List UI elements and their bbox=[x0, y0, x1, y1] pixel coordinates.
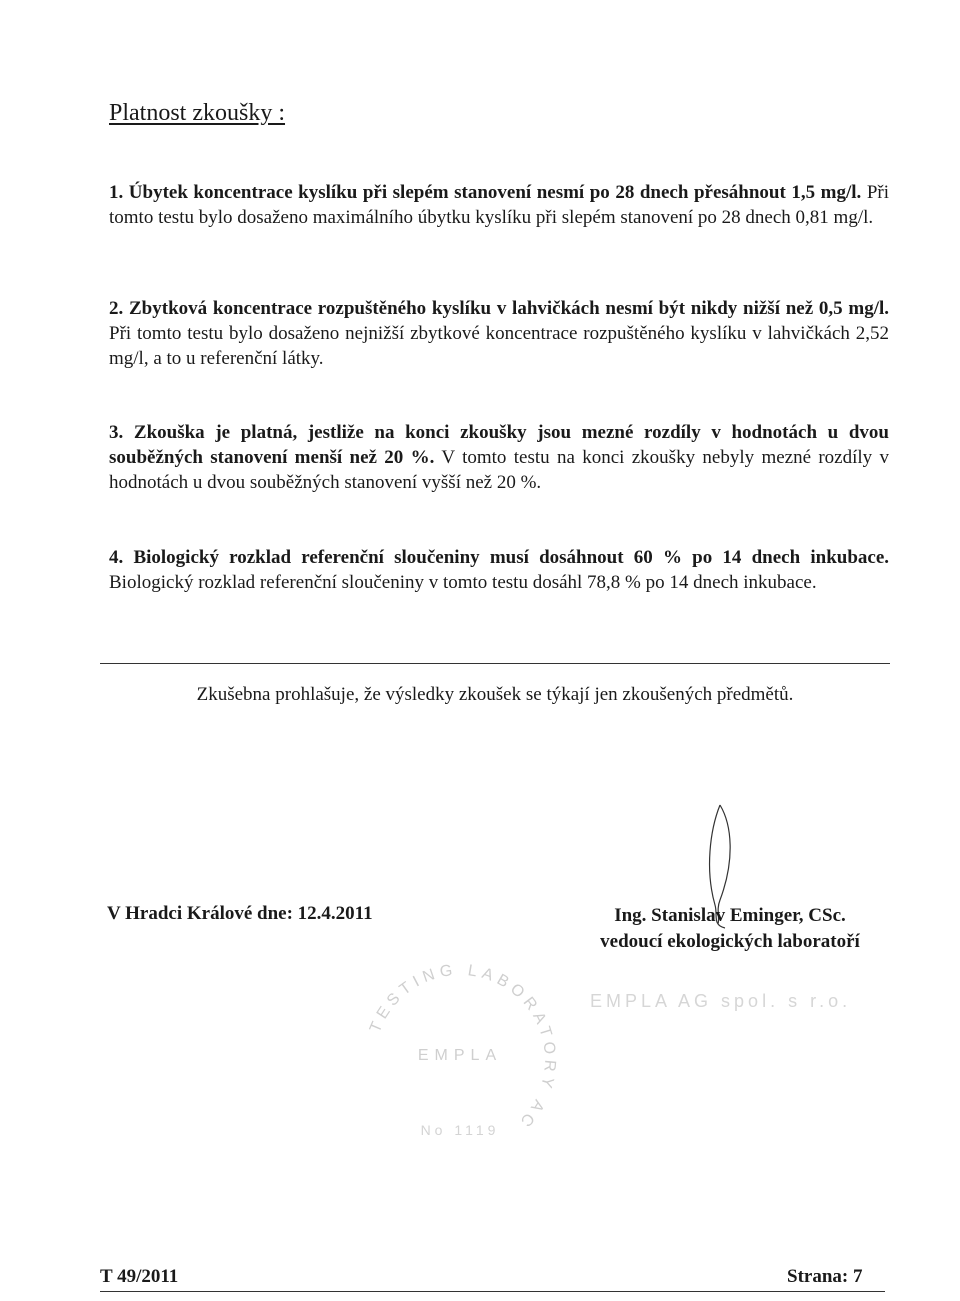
document-id: T 49/2011 bbox=[100, 1266, 179, 1287]
page-number: Strana: 7 bbox=[787, 1266, 863, 1287]
item-requirement: Zbytková koncentrace rozpuštěného kyslíku v lahvičkách nesmí být nikdy nižší než 0,5 mg/l. bbox=[129, 298, 890, 319]
item-result: Biologický rozklad referenční sloučeniny v tomto testu dosáhl 78,8 % po 14 dnech inkubace. bbox=[109, 572, 817, 593]
item-requirement: Zkouška je platná, jestliže na konci zkoušky jsou mezné rozdíly v hodnotách u dvou souběžných stanovení menší než 20 %. bbox=[109, 422, 889, 468]
item-requirement: Biologický rozklad referenční sloučeniny musí dosáhnout 60 % po 14 dnech inkubace. bbox=[133, 547, 890, 568]
company-stamp bbox=[580, 985, 852, 1015]
item-result: V tomto testu na konci zkoušky nebyly mezné rozdíly v hodnotách u dvou souběžných stanovení vyšší než 20 %. bbox=[109, 447, 889, 493]
item-result: Při tomto testu bylo dosaženo maximálního úbytku kyslíku při slepém stanovení po 28 dnech 0,81 mg/l. bbox=[109, 182, 889, 228]
stamp-number-text: No 1119 bbox=[420, 1122, 500, 1138]
validity-item-2 bbox=[109, 296, 889, 371]
signer-role: vedoucí ekologických laboratoří bbox=[600, 931, 860, 952]
declaration-text: Zkušebna prohlašuje, že výsledky zkoušek se týkají jen zkoušených předmětů. bbox=[196, 684, 794, 705]
item-number: 4. bbox=[109, 547, 124, 568]
validity-item-4 bbox=[109, 545, 889, 595]
signer-name: Ing. Stanislav Eminger, CSc. bbox=[614, 905, 846, 926]
page-title: Platnost zkoušky : bbox=[109, 100, 286, 126]
stamp-center-text: EMPLA bbox=[417, 1047, 503, 1064]
item-number: 2. bbox=[109, 298, 124, 319]
validity-item-3 bbox=[109, 420, 889, 495]
item-result: Při tomto testu bylo dosaženo nejnižší zbytkové koncentrace rozpuštěného kyslíku v lahvičkách 2,52 mg/l, a to u referenční látky. bbox=[109, 323, 889, 369]
item-requirement: Úbytek koncentrace kyslíku při slepém stanovení nesmí po 28 dnech přesáhnout 1,5 mg/l. bbox=[128, 182, 862, 203]
footer-divider bbox=[100, 1291, 885, 1292]
place-and-date: V Hradci Králové dne: 12.4.2011 bbox=[107, 903, 373, 924]
item-number: 3. bbox=[109, 422, 124, 443]
validity-item-1 bbox=[109, 180, 889, 230]
item-number: 1. bbox=[109, 182, 124, 203]
section-divider bbox=[100, 663, 890, 664]
company-stamp-text: EMPLA AG spol. s r.o. bbox=[590, 991, 852, 1011]
stamp-ring-text: TESTING LABORATORY AC bbox=[366, 961, 559, 1133]
laboratory-stamp bbox=[355, 955, 565, 1165]
signer-block bbox=[560, 903, 900, 955]
